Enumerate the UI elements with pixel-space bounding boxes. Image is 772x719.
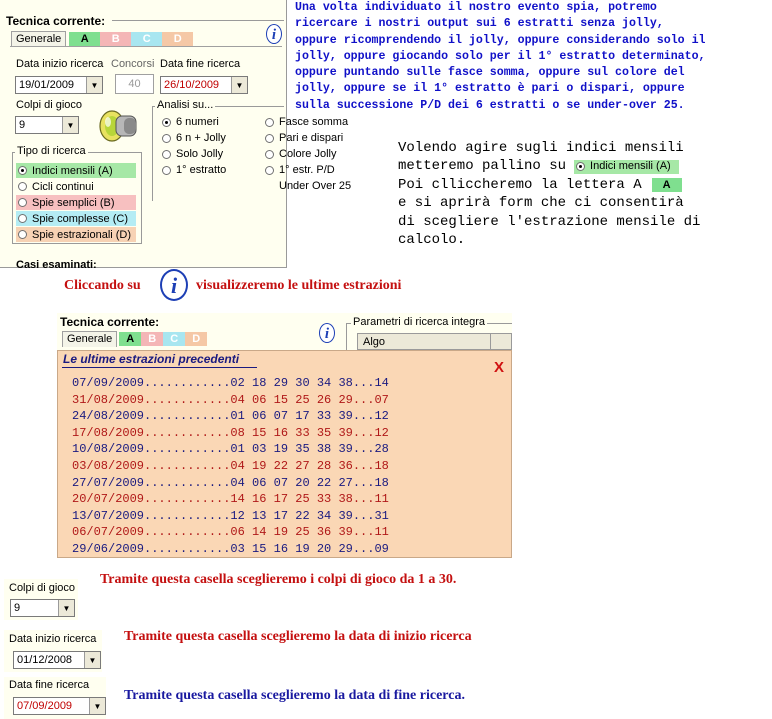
- intro-line: ricercare i nostri output sui 6 estratti senza jolly,: [295, 17, 664, 31]
- radio-spie-semplici[interactable]: [16, 195, 136, 210]
- radio-label: Spie complesse (C): [32, 212, 128, 225]
- estrazioni-list: [72, 375, 389, 558]
- column-divider: [490, 334, 491, 349]
- radio-dot[interactable]: [265, 118, 274, 127]
- radio-cicli-continui[interactable]: [16, 179, 136, 194]
- radio-6n-jolly[interactable]: [162, 132, 226, 144]
- list-item: 13/07/2009............12 13 17 22 34 39...31: [72, 508, 389, 523]
- chevron-down-icon[interactable]: ▼: [62, 117, 78, 133]
- colpi-select[interactable]: [10, 599, 75, 617]
- casi-esaminati-label: Casi esaminati:: [16, 259, 97, 271]
- radio-dot[interactable]: [162, 118, 171, 127]
- info-icon[interactable]: i: [266, 24, 282, 44]
- radio-label: 1° estr. P/D: [279, 164, 335, 176]
- radio-label: 6 numeri: [176, 116, 219, 128]
- list-item: 06/07/2009............06 14 19 25 36 39...11: [72, 525, 389, 540]
- data-inizio-value: 01/12/2008: [17, 654, 73, 666]
- radio-label: Fasce somma: [279, 116, 349, 128]
- data-inizio-select[interactable]: [13, 651, 101, 669]
- radio-dot[interactable]: [265, 150, 274, 159]
- params-title: Parametri di ricerca integra: [353, 316, 486, 328]
- tab-b[interactable]: B: [100, 32, 131, 46]
- data-fine-label: Data fine ricerca: [160, 58, 241, 70]
- params-grid-header: [357, 333, 512, 350]
- params-border: [346, 323, 347, 350]
- list-item: 20/07/2009............14 16 17 25 33 38...11: [72, 492, 389, 507]
- chevron-down-icon[interactable]: ▼: [84, 652, 100, 668]
- title-underline: [62, 367, 257, 368]
- radio-label: 6 n + Jolly: [176, 132, 226, 144]
- instruction-line: calcolo.: [398, 232, 466, 249]
- radio-solo-jolly[interactable]: [162, 148, 223, 160]
- torch-icon[interactable]: [92, 104, 142, 146]
- radio-colore-jolly[interactable]: [265, 148, 336, 160]
- intro-line: oppure puntando sulle fasce somma, oppure sul colore del: [295, 66, 685, 80]
- data-fine-value: 07/09/2009: [17, 700, 73, 712]
- colpi-label: Colpi di gioco: [16, 99, 83, 111]
- tab-d[interactable]: D: [162, 32, 193, 46]
- colpi-box: [4, 579, 78, 620]
- radio-primo-estratto[interactable]: [162, 164, 226, 176]
- fine-box: [4, 677, 106, 719]
- tab-a[interactable]: A: [119, 332, 141, 346]
- fine-caption: Tramite questa casella sceglieremo la data di fine ricerca.: [124, 688, 465, 703]
- popup-title-bar: [58, 351, 511, 368]
- analisi-label: Analisi su...: [157, 99, 214, 111]
- data-inizio-label: Data inizio ricerca: [16, 58, 104, 70]
- intro-line: Una volta individuato il nostro evento spia, potremo: [295, 1, 657, 14]
- radio-dot[interactable]: [18, 182, 27, 191]
- radio-indici-mensili[interactable]: [16, 163, 136, 178]
- instruction-text: Poi clliccheremo la lettera A: [398, 176, 642, 193]
- data-fine-label: Data fine ricerca: [9, 679, 90, 691]
- radio-label: 1° estratto: [176, 164, 227, 176]
- radio-label: Pari e dispari: [279, 132, 344, 144]
- colpi-value: 9: [14, 602, 21, 614]
- list-item: 24/08/2009............01 06 07 17 33 39...12: [72, 409, 389, 424]
- tab-c[interactable]: C: [131, 32, 162, 46]
- list-item: 29/06/2009............03 15 16 19 20 29...09: [72, 541, 389, 556]
- info-icon: i: [160, 269, 188, 301]
- group-title: Tecnica corrente:: [6, 14, 106, 28]
- radio-dot[interactable]: [18, 166, 27, 175]
- radio-spie-complesse[interactable]: [16, 211, 136, 226]
- tab-generale[interactable]: Generale: [62, 331, 117, 347]
- tab-a[interactable]: A: [69, 32, 100, 46]
- tab-strip: [62, 331, 207, 347]
- instructions-paragraph: [398, 139, 768, 249]
- intro-line: jolly, oppure se il 1° estratto è pari o dispari, oppure: [295, 82, 685, 96]
- tab-c[interactable]: C: [163, 332, 185, 346]
- radio-dot[interactable]: [162, 134, 171, 143]
- tab-generale[interactable]: Generale: [11, 31, 66, 47]
- intro-line: sulla successione P/D dei 6 estratti o se under-over 25.: [295, 98, 685, 112]
- radio-label: Colore Jolly: [279, 148, 337, 160]
- radio-dot[interactable]: [265, 134, 274, 143]
- radio-label: Solo Jolly: [176, 148, 224, 160]
- radio-dot[interactable]: [162, 150, 171, 159]
- inline-radio-indici: [574, 160, 679, 174]
- data-inizio-label: Data inizio ricerca: [9, 633, 97, 645]
- click-caption-before: Cliccando su: [64, 278, 141, 293]
- colpi-label: Colpi di gioco: [9, 582, 76, 594]
- list-item: 10/08/2009............01 03 19 35 38 39...28: [72, 442, 389, 457]
- chevron-down-icon[interactable]: ▼: [89, 698, 105, 714]
- instruction-line: di scegliere l'estrazione mensile di: [398, 213, 701, 230]
- colpi-value: 9: [19, 119, 26, 131]
- radio-label: Spie semplici (B): [32, 196, 115, 209]
- inline-tab-a: A: [652, 178, 682, 192]
- close-button[interactable]: X: [494, 359, 505, 376]
- data-fine-select[interactable]: [160, 76, 248, 94]
- radio-label: Spie estrazionali (D): [32, 228, 132, 241]
- list-item: 27/07/2009............04 06 07 20 22 27...18: [72, 475, 389, 490]
- inizio-caption: Tramite questa casella sceglieremo la data di inizio ricerca: [124, 629, 472, 644]
- group-title: Tecnica corrente:: [60, 315, 160, 329]
- info-icon[interactable]: i: [319, 323, 335, 343]
- intro-line: jolly, oppure giocando solo per il 1° estratto determinato,: [295, 49, 706, 63]
- data-fine-value: 26/10/2009: [164, 79, 220, 91]
- data-inizio-select[interactable]: [15, 76, 103, 94]
- tipo-ricerca-label: Tipo di ricerca: [17, 145, 86, 157]
- concorsi-field: 40: [115, 74, 154, 94]
- chevron-down-icon[interactable]: ▼: [58, 600, 74, 616]
- radio-label: Under Over 25: [279, 180, 352, 192]
- radio-dot[interactable]: [18, 198, 27, 207]
- radio-under-over[interactable]: [265, 180, 351, 192]
- data-fine-select[interactable]: [13, 697, 106, 715]
- radio-dot[interactable]: [162, 166, 171, 175]
- intro-line: oppure ricomprendendo il jolly, oppure considerando solo il: [295, 33, 706, 47]
- algo-column: Algo: [363, 336, 386, 348]
- instruction-text: metteremo pallino su: [398, 158, 567, 175]
- list-item: 17/08/2009............08 15 16 33 35 39...12: [72, 425, 389, 440]
- click-caption-after: visualizzeremo le ultime estrazioni: [196, 278, 402, 293]
- list-item: 07/09/2009............02 18 29 30 34 38...14: [72, 376, 389, 390]
- tab-d[interactable]: D: [185, 332, 207, 346]
- intro-paragraph: [295, 0, 772, 114]
- panel2-header: [57, 313, 512, 350]
- popup-title: Le ultime estrazioni precedenti: [63, 352, 240, 366]
- colpi-caption: Tramite questa casella sceglieremo i colpi di gioco da 1 a 30.: [100, 572, 457, 587]
- radio-pari-dispari[interactable]: [265, 132, 343, 144]
- concorsi-label: Concorsi: [111, 58, 155, 70]
- instruction-line: e si aprirà form che ci consentirà: [398, 195, 684, 212]
- radio-fasce-somma[interactable]: [265, 116, 348, 128]
- instruction-line: [398, 176, 768, 194]
- inizio-box: [4, 630, 102, 672]
- radio-dot[interactable]: [265, 166, 274, 175]
- instruction-line: Volendo agire sugli indici mensili: [398, 140, 684, 156]
- data-inizio-value: 19/01/2009: [19, 79, 75, 91]
- tab-b[interactable]: B: [141, 332, 163, 346]
- chevron-down-icon[interactable]: ▼: [86, 77, 102, 93]
- instruction-line: [398, 157, 768, 175]
- tab-strip: [11, 31, 193, 47]
- list-item: 03/08/2009............04 19 22 27 28 36...18: [72, 458, 389, 473]
- radio-dot[interactable]: [18, 214, 27, 223]
- tecnica-corrente-panel: [0, 0, 352, 271]
- radio-label: Indici mensili (A): [590, 160, 671, 173]
- chevron-down-icon[interactable]: ▼: [231, 77, 247, 93]
- tab-border: [10, 46, 282, 47]
- radio-dot[interactable]: [18, 230, 27, 239]
- estrazioni-popup: [57, 350, 512, 558]
- radio-label: Indici mensili (A): [32, 164, 113, 177]
- radio-primo-estr-pd[interactable]: [265, 164, 335, 176]
- radio-spie-estrazionali[interactable]: [16, 227, 136, 242]
- radio-6-numeri[interactable]: [162, 116, 219, 128]
- radio-label: Cicli continui: [32, 180, 94, 193]
- colpi-select[interactable]: [15, 116, 79, 134]
- radio-dot: [576, 162, 585, 171]
- group-divider: [112, 20, 284, 21]
- list-item: 31/08/2009............04 06 15 25 26 29...07: [72, 392, 389, 407]
